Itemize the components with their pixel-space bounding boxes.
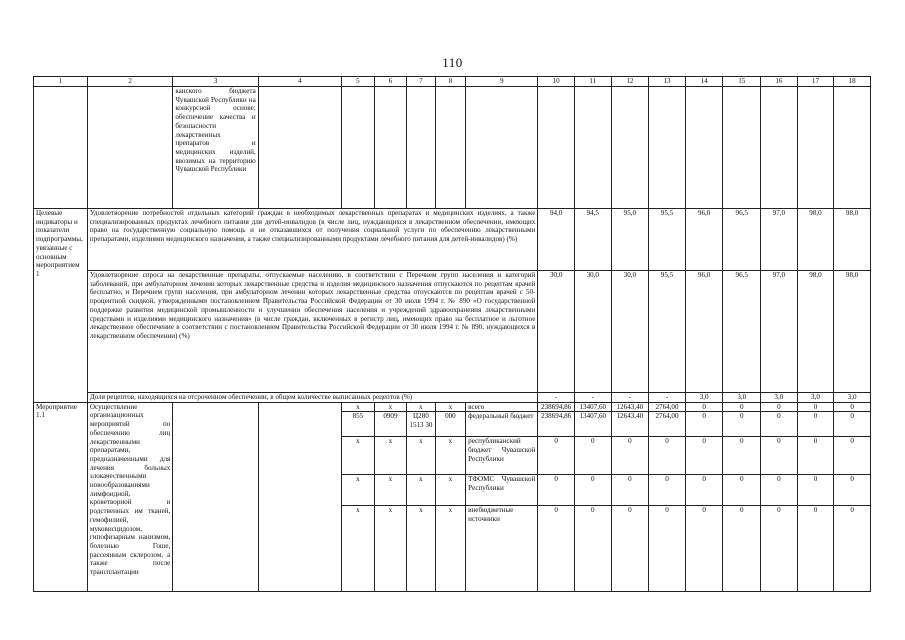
funding-value: 0 [797, 437, 834, 475]
budget-code-cell: 0909 [374, 412, 407, 437]
table-cell [611, 87, 649, 209]
funding-value: 0 [761, 506, 798, 592]
funding-value: 0 [834, 437, 871, 475]
column-number-cell: 15 [723, 77, 761, 87]
funding-value: 0 [574, 475, 611, 506]
budget-code-cell: Ц280 1513 30 [407, 412, 435, 437]
table-body [34, 77, 871, 592]
funding-value: 0 [574, 437, 611, 475]
indicator-value: 30,0 [574, 271, 611, 393]
funding-value: 0 [574, 506, 611, 592]
budget-code-cell: x [342, 402, 375, 412]
column-number-cell: 17 [797, 77, 834, 87]
table-cell [87, 87, 172, 209]
budget-code-cell: x [435, 437, 466, 475]
funding-value: 0 [723, 412, 761, 437]
table-cell [173, 402, 258, 592]
table-cell [685, 87, 723, 209]
funding-value: 0 [538, 475, 575, 506]
table-cell [723, 87, 761, 209]
budget-code-cell: x [342, 506, 375, 592]
funding-value: 0 [834, 402, 871, 412]
column-number-cell: 7 [407, 77, 435, 87]
funding-value: 0 [611, 506, 649, 592]
funding-value: 0 [723, 437, 761, 475]
funding-value: 0 [761, 437, 798, 475]
column-number-cell: 4 [258, 77, 341, 87]
funding-value: 0 [761, 475, 798, 506]
indicator-value: 30,0 [538, 271, 575, 393]
column-number-cell: 5 [342, 77, 375, 87]
table-cell [34, 87, 88, 209]
table-cell [797, 87, 834, 209]
page-number: 110 [442, 55, 463, 70]
continuation-row [34, 87, 871, 209]
budget-code-cell: x [342, 437, 375, 475]
funding-value: 2764,00 [649, 402, 686, 412]
indicator-row [34, 271, 871, 393]
budget-code-cell: x [374, 402, 407, 412]
column-number-cell: 6 [374, 77, 407, 87]
column-number-cell: 8 [435, 77, 466, 87]
table-cell [342, 87, 375, 209]
indicator-value: 30,0 [611, 271, 649, 393]
table-cell [574, 87, 611, 209]
indicator-value: 3,0 [685, 393, 723, 403]
funding-value: 0 [611, 475, 649, 506]
budget-code-cell: x [374, 437, 407, 475]
funding-value: 0 [761, 412, 798, 437]
funding-value: 0 [685, 437, 723, 475]
indicator-value: 96,5 [723, 209, 761, 271]
indicator-text: Удовлетворение потребностей отдельных категорий граждан в необходимых лекарственных препаратах и медицинских изделиях, а также специализированных продуктах лечебного питания для детей-инвалидов (в числе лиц, нуждающихся в лекарственном обеспечении, имеющих право на государственную социальную помощь и не отказавшихся от получения социальной услуги по обеспечению лекарственными препаратами, изделиями медицинского назначения, а также специализированными продуктами лечебного питания для детей-инвалидов) (%) [87, 209, 537, 271]
indicator-value: 3,0 [797, 393, 834, 403]
indicator-value: - [649, 393, 686, 403]
funding-value: 0 [611, 437, 649, 475]
budget-code-cell: x [435, 402, 466, 412]
target-indicators-label: Целевые индикаторы и показатели подпрограммы, увязанные с основным мероприятием 1 [34, 209, 88, 403]
column-number-cell: 11 [574, 77, 611, 87]
table-cell [258, 87, 341, 209]
funding-value: 0 [685, 475, 723, 506]
funding-value: 238694,86 [538, 402, 575, 412]
indicator-value: 96,0 [685, 271, 723, 393]
column-number-row [34, 77, 871, 87]
table-cell [466, 87, 538, 209]
budget-code-cell: x [407, 402, 435, 412]
table-cell [258, 402, 341, 592]
funding-value: 0 [834, 506, 871, 592]
indicator-value: 98,0 [834, 209, 871, 271]
funding-value: 13407,60 [574, 412, 611, 437]
indicator-value: 98,0 [797, 209, 834, 271]
funding-value: 0 [797, 402, 834, 412]
funding-value: 13407,60 [574, 402, 611, 412]
indicator-value: 97,0 [761, 271, 798, 393]
column-number-cell: 10 [538, 77, 575, 87]
funding-value: 0 [649, 475, 686, 506]
indicator-row [34, 209, 871, 271]
funding-value: 0 [685, 402, 723, 412]
funding-value: 0 [797, 506, 834, 592]
funding-value: 12643,40 [611, 402, 649, 412]
funding-value: 0 [761, 402, 798, 412]
budget-code-cell: 855 [342, 412, 375, 437]
column-number-cell: 13 [649, 77, 686, 87]
funding-source: всего [466, 402, 538, 412]
funding-value: 0 [685, 506, 723, 592]
indicator-text: Доля рецептов, находящихся на отсроченном обеспечении, в общем количестве выписанных рецептов (%) [87, 393, 537, 403]
funding-source: внебюджетные источники [466, 506, 538, 592]
funding-value: 12643,40 [611, 412, 649, 437]
column-number-cell: 1 [34, 77, 88, 87]
budget-code-cell: 000 [435, 412, 466, 437]
funding-source: республиканский бюджет Чувашской Республики [466, 437, 538, 475]
funding-value: 0 [797, 475, 834, 506]
budget-code-cell: x [342, 475, 375, 506]
column-number-cell: 12 [611, 77, 649, 87]
table-cell [374, 87, 407, 209]
funding-source: федеральный бюджет [466, 412, 538, 437]
indicator-text: Удовлетворение спроса на лекарственные препараты, отпускаемые населению, в соответствии с Перечнем групп населения и категорий заболеваний, при амбулаторном лечении которых лекарственные средства и изделия медицинского назначения отпускаются по рецептам врачей бесплатно, и Перечнем групп населения, при амбулаторном лечении которых лекарственные средства отпускаются по рецептам врачей с 50-процентной скидкой, утвержденными постановлением Правительства Российской Федерации от 30 июля 1994 г. № 890 «О государственной поддержке развития медицинской промышленности и улучшении обеспечения населения и учреждений здравоохранения лекарственными средствами и изделиями медицинского назначения» (в числе граждан, включенных в регистр лиц, имеющих право на бесплатное и льготное лекарственное обеспечение в соответствии с постановлением Правительства Российской Федерации от 30 июля 1994 г. № 890, нуждающихся в лекарственном обеспечении) (%) [87, 271, 537, 393]
indicator-value: 95,5 [649, 209, 686, 271]
table-cell [538, 87, 575, 209]
budget-code-cell: x [374, 506, 407, 592]
table-cell [435, 87, 466, 209]
budget-code-cell: x [407, 475, 435, 506]
funding-value: 0 [797, 412, 834, 437]
program-table [33, 76, 871, 592]
budget-code-cell: x [407, 437, 435, 475]
indicator-value: - [538, 393, 575, 403]
budget-code-cell: x [435, 506, 466, 592]
column-number-cell: 2 [87, 77, 172, 87]
funding-value: 238694,86 [538, 412, 575, 437]
measure-description: Осуществление организационных мероприятий по обеспечению лиц лекарственными препаратами, предназначенными для лечения больных злокачественными новообразованиями лимфоидной, кроветворной и родственных им тканей, гемофилией, муковисцидозом, гипофизарным нанизмом, болезнью Гоше, рассеянным склерозом, а также после трансплантации [87, 402, 172, 592]
budget-code-cell: x [407, 506, 435, 592]
column-number-cell: 18 [834, 77, 871, 87]
funding-value: 0 [723, 475, 761, 506]
indicator-value: 96,0 [685, 209, 723, 271]
column-number-cell: 14 [685, 77, 723, 87]
column-number-cell: 9 [466, 77, 538, 87]
indicator-value: 97,0 [761, 209, 798, 271]
funding-value: 2764,00 [649, 412, 686, 437]
funding-value: 0 [538, 437, 575, 475]
indicator-value: 94,0 [538, 209, 575, 271]
funding-value: 0 [649, 506, 686, 592]
indicator-value: 3,0 [761, 393, 798, 403]
indicator-value: 3,0 [723, 393, 761, 403]
funding-value: 0 [834, 475, 871, 506]
indicator-value: 3,0 [834, 393, 871, 403]
table-cell [649, 87, 686, 209]
budget-code-cell: x [435, 475, 466, 506]
funding-source: ТФОМС Чувашской Республики [466, 475, 538, 506]
indicator-value: 95,5 [649, 271, 686, 393]
measure-tasks-text: канского бюджета Чувашской Республики на конкурсной основе; обеспечение качества и безопасности лекарственных препаратов и медицинских изделий, ввозимых на территорию Чувашской Республики [173, 87, 258, 209]
funding-value: 0 [538, 506, 575, 592]
column-number-cell: 3 [173, 77, 258, 87]
table-cell [834, 87, 871, 209]
indicator-value: 96,5 [723, 271, 761, 393]
funding-value: 0 [723, 506, 761, 592]
indicator-value: 94,5 [574, 209, 611, 271]
table-cell [407, 87, 435, 209]
indicator-value: - [574, 393, 611, 403]
indicator-value: 95,0 [611, 209, 649, 271]
funding-value: 0 [685, 412, 723, 437]
funding-value: 0 [649, 437, 686, 475]
indicator-value: - [611, 393, 649, 403]
measure-label: Мероприятие 1.1 [34, 402, 88, 592]
indicator-value: 98,0 [834, 271, 871, 393]
indicator-row [34, 393, 871, 403]
funding-value: 0 [834, 412, 871, 437]
budget-code-cell: x [374, 475, 407, 506]
funding-value: 0 [723, 402, 761, 412]
table-cell [761, 87, 798, 209]
finance-row [34, 402, 871, 412]
indicator-value: 98,0 [797, 271, 834, 393]
column-number-cell: 16 [761, 77, 798, 87]
